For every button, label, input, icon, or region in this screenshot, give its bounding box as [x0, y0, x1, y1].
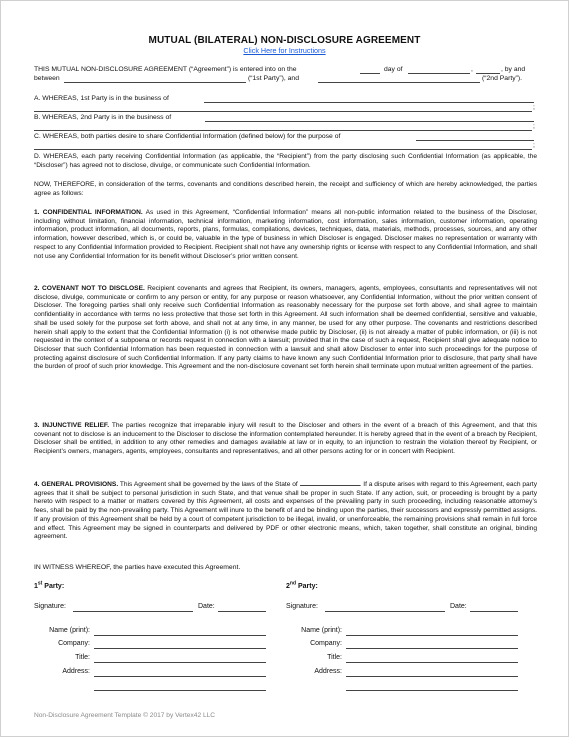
whereas-d: D. WHEREAS, each party receiving Confidential Information (as applicable, the “Recipient”) from the party disclosing such Confidential Information (as applicable, the “Discloser”) has agreed not to disclose, divulge, or communicate such Confidential Information. [34, 153, 537, 169]
whereas-b-blank-2[interactable] [34, 130, 532, 131]
party1-heading: 1st Party: [34, 580, 65, 590]
party2-address-label: Address: [314, 668, 342, 675]
year-blank[interactable] [476, 73, 500, 74]
section-2-body: Recipient covenants and agrees that Recipient, its owners, managers, agents, employees, consultants and representatives will not disclose, divulge, communicate or confirm to any person or entity, for any purpose or reason whatsoever, any Confidential Information, without the prior written consent of Discloser. The foregoing parties shall only receive such Confidential Information as reasonably necessary for the purpose set forth above, and shall agree to maintain confidentiality in accordance with terms no less protective that those set forth in this Agreement. All such information shall be deemed confidential, sensitive and valuable, shall be used solely for the purpose set forth above, and shall not at any time, in any manner, be used for any other purpose. The covenants and restrictions described herein shall apply to the extent that the Confidential Information (i) is not otherwise made public by Discloser, (ii) is not already a matter of public information, or (iii) is not requested in the context of a subpoena or records request in connection with a lawsuit; provided that in the case of such a request, Recipient shall give adequate notice to Discloser that such Confidential Information has been requested in connection with a lawsuit and shall allow Discloser to enter into such proceedings for the purpose of protecting against disclosure of such Confidential Information. If any party claims to have known any such Confidential Information prior to disclosure, that party shall have the burden of proof of such prior knowledge. This Agreement and the non-disclosure covenant set forth herein shall terminate upon mutual written agreement of the parties. [34, 285, 537, 371]
section-3-heading: 3. INJUNCTIVE RELIEF. [34, 422, 110, 429]
party1-company-label: Company: [58, 640, 90, 647]
party1-name-line[interactable] [94, 635, 266, 636]
party1-address-line[interactable] [94, 676, 266, 677]
instructions-link[interactable]: Click Here for Instructions [243, 46, 326, 55]
section-4-body-b: . If a dispute arises with regard to this Agreement, each party agrees that it shall be subject to personal jurisdiction in such State, and that venue shall be proper in such State. If any action, suit, or proceeding is brought by a party hereto with respect to a matter or matters covered by this Agreement, all costs and expenses of the prevailing party in such proceeding, including reasonable attorney’s fees, shall be paid by the non-prevailing party. This Agreement will inure to the benefit of and be binding upon the parties, their successors and expressly permitted assigns. If any provision of this Agreement shall be held by a court of competent jurisdiction to be illegal, invalid, or unenforceable, the remaining provisions shall remain in full force and effect. This Agreement may be signed in counterparts and delivered by PDF or other electronic means, which, taken together, shall constitute an original, binding agreement. [34, 481, 537, 541]
party2-signature-label: Signature: [286, 603, 318, 610]
party1-date-label: Date: [198, 603, 215, 610]
party1-date-line[interactable] [218, 611, 266, 612]
section-1-heading: 1. CONFIDENTIAL INFORMATION. [34, 209, 143, 216]
section-2-heading: 2. COVENANT NOT TO DISCLOSE. [34, 285, 145, 292]
day-of-label: day of [384, 66, 403, 73]
whereas-c-blank[interactable] [416, 140, 534, 141]
comma: , [471, 66, 473, 73]
party2-signature-line[interactable] [325, 611, 445, 612]
semicolon: ; [533, 104, 535, 111]
party2-company-line[interactable] [346, 648, 518, 649]
by-and-label: , by and [501, 66, 526, 73]
second-party-label: (“2nd Party”). [482, 75, 523, 82]
party2-company-label: Company: [310, 640, 342, 647]
whereas-c-blank-2[interactable] [34, 149, 532, 150]
party2-name-line[interactable] [346, 635, 518, 636]
party1-signature-line[interactable] [73, 611, 193, 612]
witness-statement: IN WITNESS WHEREOF, the parties have executed this Agreement. [34, 564, 241, 571]
party1-signature-label: Signature: [34, 603, 66, 610]
intro-line1: THIS MUTUAL NON-DISCLOSURE AGREEMENT (“Agreement”) is entered into on the [34, 66, 297, 73]
whereas-b: B. WHEREAS, 2nd Party is in the business of [34, 114, 172, 121]
party2-heading: 2nd Party: [286, 580, 318, 590]
first-party-blank[interactable] [64, 82, 246, 83]
section-3-body: The parties recognize that irreparable injury will result to the Discloser and others in the event of a breach of this Agreement, and that this covenant not to disclose is an inducement to the Discloser to disclose the information contemplated hereunder. It is hereby agreed that in the event of a breach by Recipient, Discloser shall be entitled, in addition to any other remedies and damages available at law or in equity, to an injunction to restrain the violation thereof by Recipient, or Recipient’s owners, managers, agents, employees, consultants and representatives, and all other persons acting for or in concert with Recipient. [34, 422, 538, 456]
now-therefore: NOW, THEREFORE, in consideration of the terms, covenants and conditions described herein, the receipt and sufficiency of which are hereby acknowledged, the parties agree as follows: [34, 181, 537, 197]
whereas-b-blank[interactable] [205, 121, 534, 122]
section-4-heading: 4. GENERAL PROVISIONS. [34, 481, 119, 488]
section-4-body-a: This Agreement shall be governed by the laws of the State of [119, 481, 298, 488]
party2-title-label: Title: [327, 654, 342, 661]
document-title: MUTUAL (BILATERAL) NON-DISCLOSURE AGREEMENT [148, 35, 421, 46]
second-party-blank[interactable] [318, 82, 480, 83]
party1-title-label: Title: [75, 654, 90, 661]
footer-copyright: Non-Disclosure Agreement Template © 2017 by Vertex42 LLC [34, 712, 216, 719]
party2-address-line-2[interactable] [346, 690, 518, 691]
section-1 [34, 209, 537, 261]
whereas-a: A. WHEREAS, 1st Party is in the business of [34, 95, 169, 102]
first-party-label: (“1st Party”), and [248, 75, 299, 82]
semicolon: ; [533, 142, 535, 149]
party1-company-line[interactable] [94, 648, 266, 649]
party2-date-label: Date: [450, 603, 467, 610]
party1-title-line[interactable] [94, 662, 266, 663]
between-label: between [34, 75, 60, 82]
section-1-body: As used in this Agreement, “Confidential Information” means all non-public information related to the business of the Discloser, including without limitation, financial information, technical information, marketing information, cost information, sales information, customer information, operating information, product information, all documents, reports, plans, formulas, compilations, devices, techniques, data, materials, methods, processes, sources, and any other information, however described, which is, or could be, valuable in the type of business in which Discloser is engaged. Discloser makes no representation or warranty with respect to any Confidential Information provided to Recipient. Recipient shall not have any ownership rights or license with respect to any Confidential Information, and shall not use any Confidential Information for its benefit without Discloser’s prior written consent. [34, 209, 538, 260]
semicolon: ; [533, 123, 535, 130]
party1-address-line-2[interactable] [94, 690, 266, 691]
party2-date-line[interactable] [470, 611, 518, 612]
whereas-a-blank[interactable] [204, 102, 534, 103]
party2-name-label: Name (print): [301, 627, 342, 634]
whereas-c: C. WHEREAS, both parties desire to share Confidential Information (defined below) for the purpose of [34, 133, 341, 140]
section-3 [34, 422, 537, 457]
party2-address-line[interactable] [346, 676, 518, 677]
state-blank[interactable] [300, 479, 360, 486]
party2-title-line[interactable] [346, 662, 518, 663]
whereas-a-blank-2[interactable] [34, 111, 532, 112]
section-2 [34, 285, 537, 372]
month-blank[interactable] [408, 73, 470, 74]
section-4 [34, 479, 537, 542]
party1-name-label: Name (print): [49, 627, 90, 634]
day-blank[interactable] [360, 73, 380, 74]
party1-address-label: Address: [62, 668, 90, 675]
